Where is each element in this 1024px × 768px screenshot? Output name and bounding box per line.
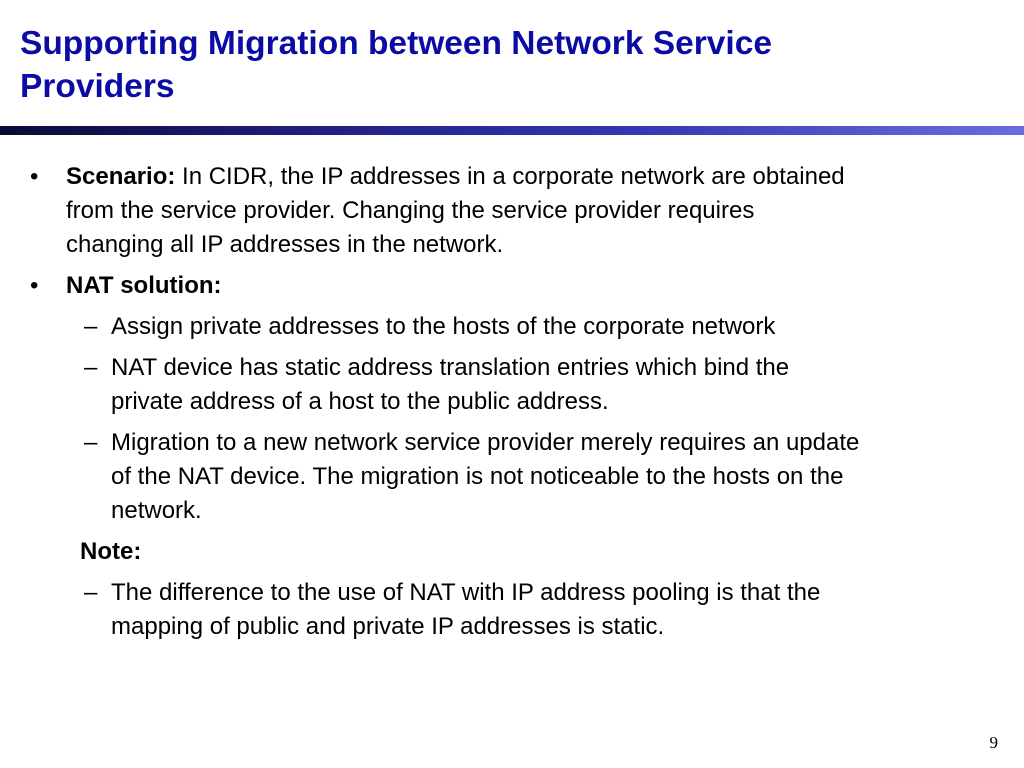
note-item-line-1: The difference to the use of NAT with IP address pooling is that the	[111, 579, 821, 606]
bullet-glyph-nat-solution: •	[30, 272, 39, 299]
subitem-2-line-2: private address of a host to the public address.	[111, 388, 609, 415]
subitem-3-line-3: network.	[111, 497, 202, 524]
note-label: Note:	[80, 538, 142, 565]
scenario-line-1	[66, 160, 845, 194]
dash-glyph-subitem-3: –	[84, 429, 98, 456]
nat-solution-label: NAT solution:	[66, 272, 222, 299]
slide-title-line-1: Supporting Migration between Network Service	[20, 25, 772, 62]
dash-glyph-subitem-1: –	[84, 313, 98, 340]
page-number: 9	[989, 733, 998, 752]
scenario-line-2: from the service provider. Changing the service provider requires	[66, 197, 755, 224]
scenario-text-1: In CIDR, the IP addresses in a corporate network are obtained	[175, 163, 845, 190]
dash-glyph-note-item: –	[84, 579, 98, 606]
subitem-3-line-2: of the NAT device. The migration is not noticeable to the hosts on the	[111, 463, 844, 490]
scenario-line-3: changing all IP addresses in the network.	[66, 231, 504, 258]
scenario-label: Scenario:	[66, 163, 176, 190]
slide-title-line-2: Providers	[20, 68, 175, 105]
bullet-glyph-scenario: •	[30, 163, 39, 190]
subitem-3-line-1: Migration to a new network service provider merely requires an update	[111, 429, 860, 456]
dash-glyph-subitem-2: –	[84, 354, 98, 381]
note-item-line-2: mapping of public and private IP addresses is static.	[111, 613, 665, 640]
subitem-1-line-1: Assign private addresses to the hosts of the corporate network	[111, 313, 776, 340]
subitem-2-line-1: NAT device has static address translation entries which bind the	[111, 354, 790, 381]
